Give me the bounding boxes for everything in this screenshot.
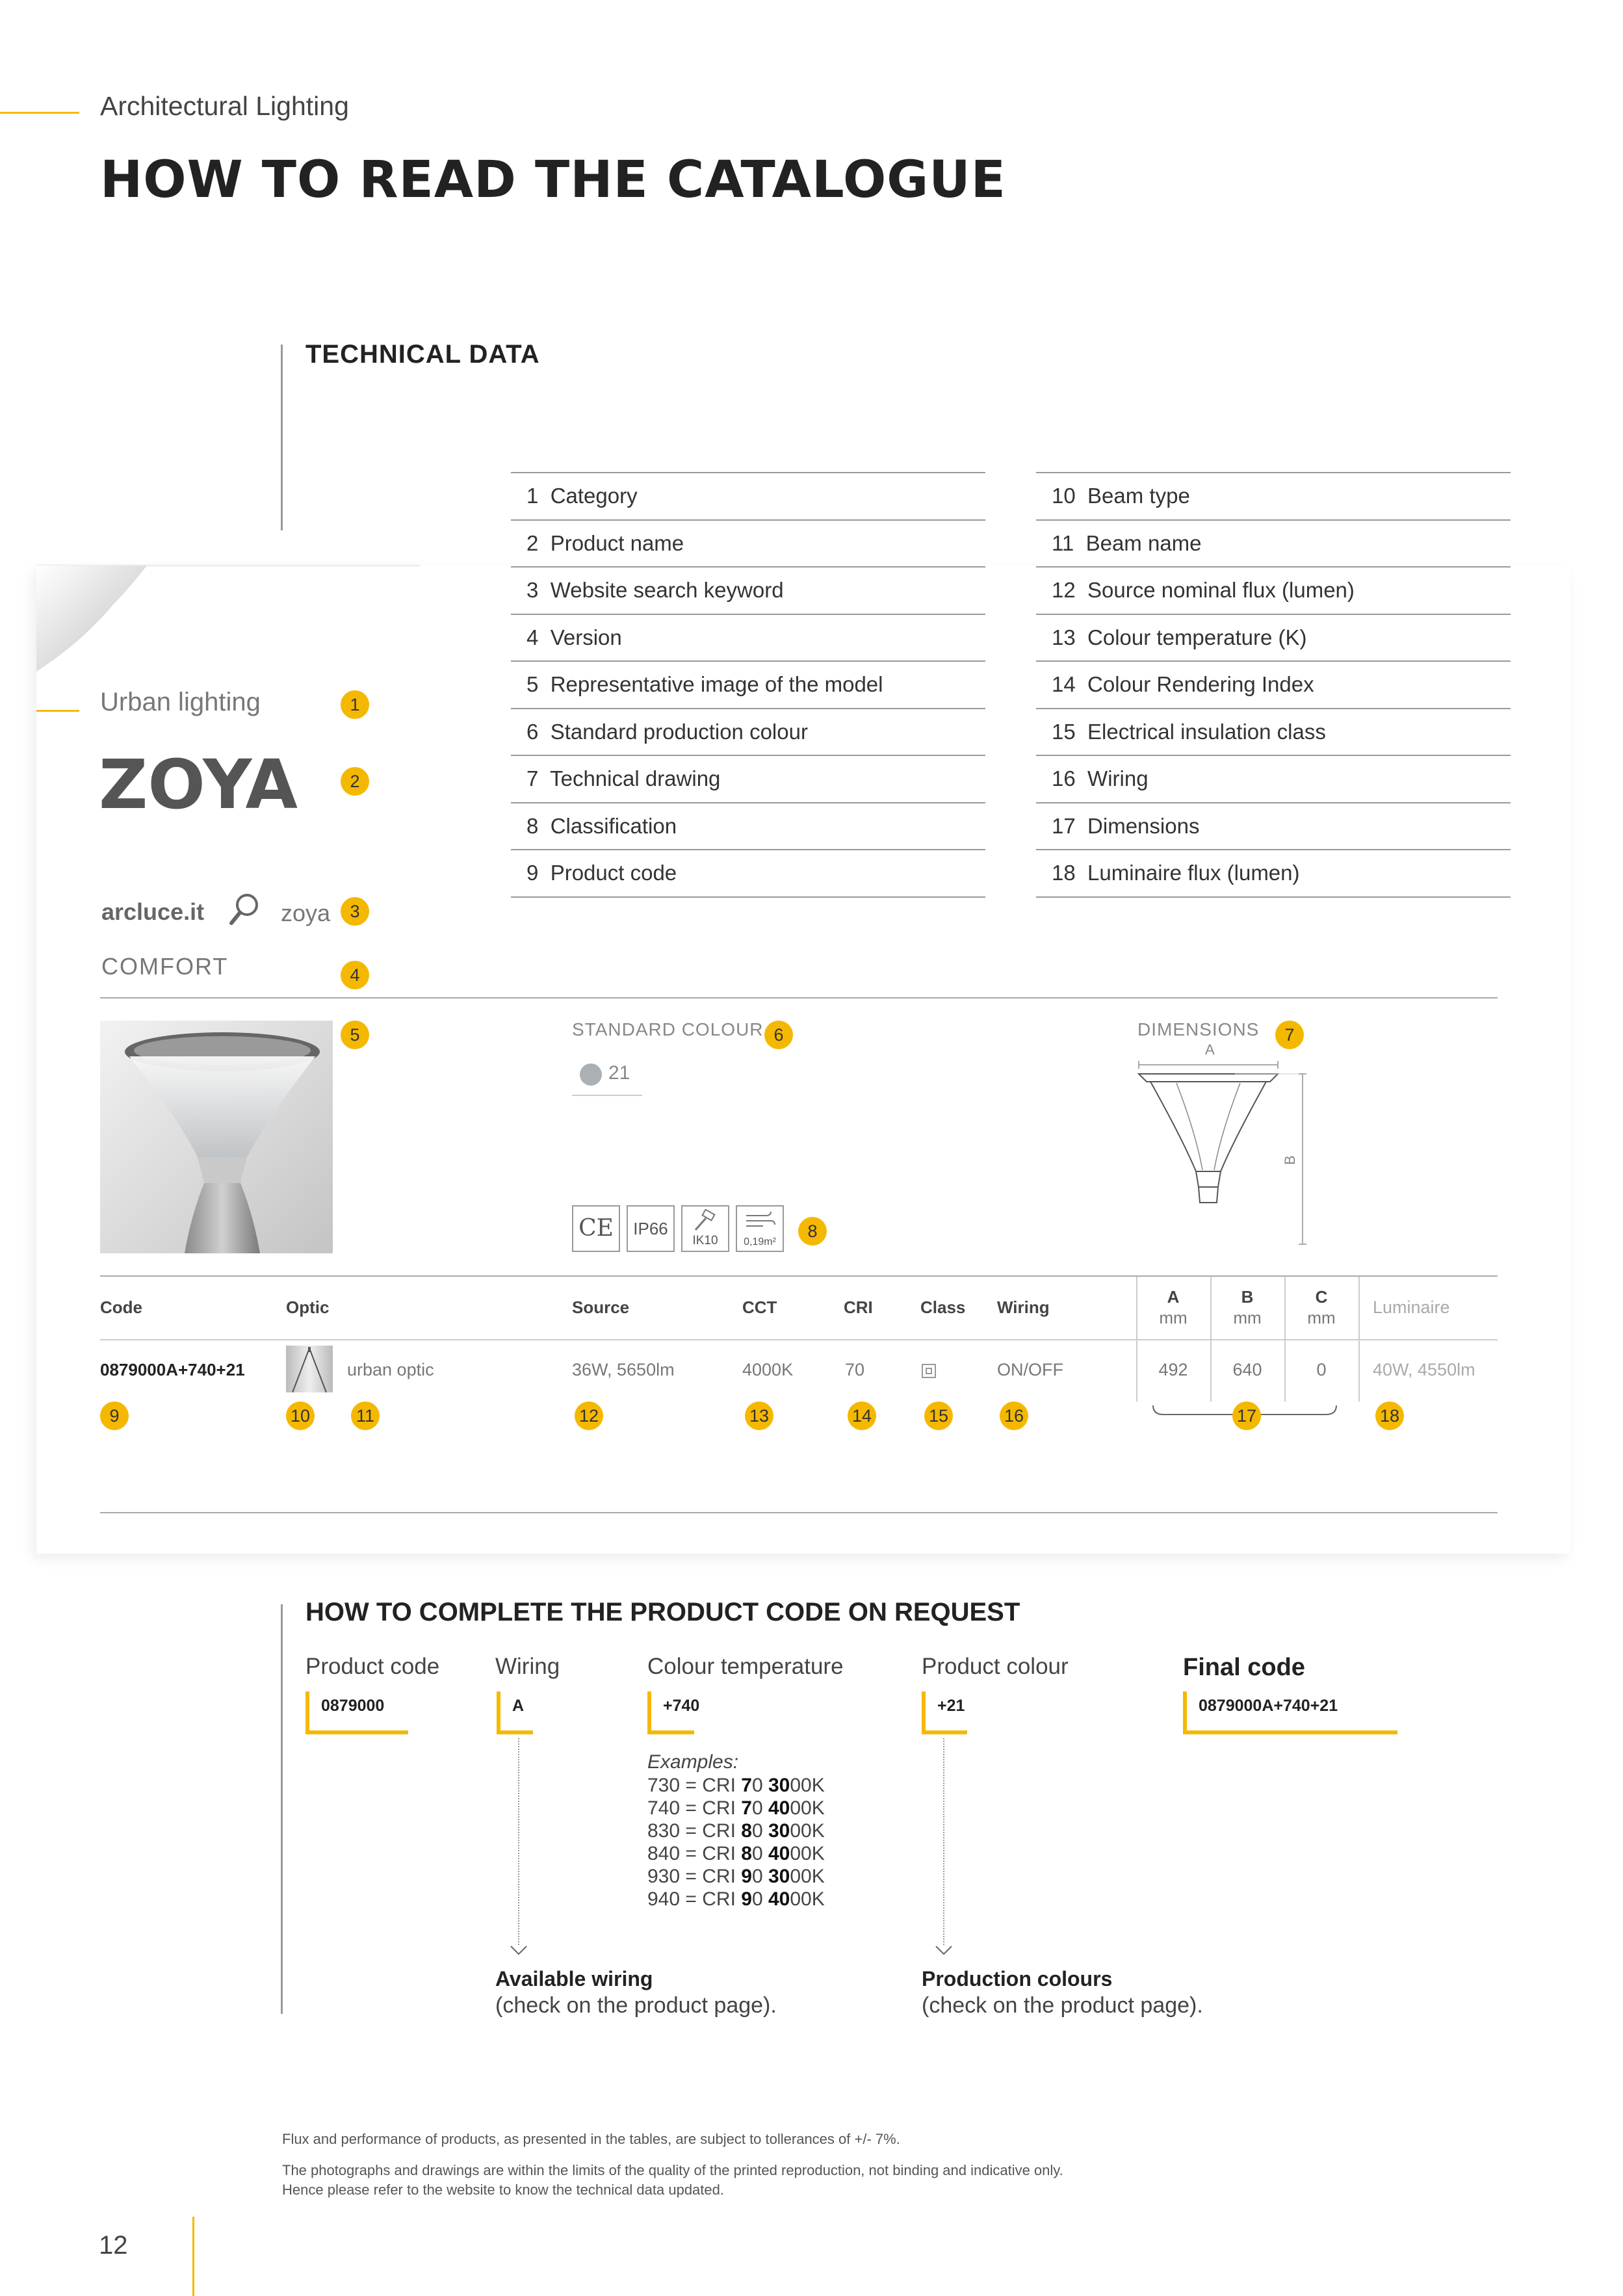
row-cri: 70 [845, 1360, 865, 1379]
example-cct-a: 40 [768, 1797, 790, 1819]
wiring-dotted-line [518, 1738, 519, 1945]
marker-16: 16 [1000, 1402, 1028, 1430]
colour-temperature-box: +740 [647, 1691, 694, 1734]
category-accent-line [36, 710, 79, 712]
example-code: 730 [647, 1775, 681, 1796]
wind-area-label: 0,19m² [744, 1236, 776, 1247]
col-header-class: Class [920, 1298, 966, 1317]
dimension-a-label: A [1205, 1043, 1215, 1058]
final-code-box: 0879000A+740+21 [1183, 1691, 1397, 1734]
example-prefix: = CRI [685, 1775, 736, 1796]
marker-11: 11 [351, 1402, 380, 1430]
example-cri-a: 9 [741, 1888, 752, 1910]
right-item: 17 Dimensions [1036, 802, 1511, 848]
example-cct-a: 30 [768, 1820, 790, 1842]
row-source: 36W, 5650lm [572, 1360, 675, 1379]
product-code-rule [281, 1604, 283, 2014]
product-colour-label: Product colour [922, 1654, 1069, 1679]
example-cct-b: 00K [790, 1866, 825, 1887]
product-code-box: 0879000 [305, 1691, 408, 1734]
hammer-icon [692, 1209, 720, 1233]
marker-8: 8 [798, 1217, 827, 1246]
page-title: HOW TO READ THE CATALOGUE [100, 151, 1006, 209]
marker-14: 14 [848, 1402, 876, 1430]
example-cct-a: 40 [768, 1888, 790, 1910]
table-header-rule [100, 1339, 1498, 1340]
wiring-arrow-icon [508, 1944, 529, 1957]
left-item: 9 Product code [511, 849, 985, 894]
product-name: ZOYA [99, 745, 298, 824]
beam-type-icon [286, 1346, 333, 1392]
example-row [647, 1797, 825, 1820]
section-label: Architectural Lighting [100, 91, 349, 121]
search-keyword: zoya [281, 900, 331, 926]
example-prefix: = CRI [685, 1797, 736, 1819]
dimensions-label: DIMENSIONS [1137, 1019, 1260, 1039]
table-top-rule [100, 1275, 1498, 1277]
example-cri-a: 9 [741, 1866, 752, 1887]
col-header-source: Source [572, 1298, 630, 1317]
left-item: 2 Product name [511, 519, 985, 565]
example-cri-b: 0 [751, 1797, 763, 1819]
col-header-cri: CRI [844, 1298, 873, 1317]
website-label: arcluce.it [101, 898, 205, 925]
row-code: 0879000A+740+21 [100, 1360, 245, 1379]
page-number: 12 [99, 2231, 128, 2260]
marker-9: 9 [100, 1402, 129, 1430]
col-header-cct: CCT [742, 1298, 777, 1317]
wind-badge [736, 1205, 784, 1252]
col-unit-b: mm [1233, 1308, 1262, 1327]
example-cri-b: 0 [751, 1888, 763, 1910]
version-divider [100, 997, 1498, 998]
marker-18: 18 [1375, 1402, 1404, 1430]
table-bottom-rule [100, 1512, 1498, 1513]
product-code-heading: HOW TO COMPLETE THE PRODUCT CODE ON REQUEST [305, 1598, 1020, 1626]
colour-divider [572, 1095, 642, 1096]
technical-drawing [1131, 1043, 1319, 1257]
search-icon [227, 892, 261, 928]
standard-colour-label: STANDARD COLOUR [572, 1019, 764, 1039]
example-cct-a: 30 [768, 1775, 790, 1796]
row-dim-b: 640 [1232, 1360, 1262, 1379]
col-unit-c: mm [1307, 1308, 1336, 1327]
example-cri-b: 0 [751, 1820, 763, 1842]
example-cri-b: 0 [751, 1775, 763, 1796]
colour-swatch [580, 1063, 602, 1086]
production-colours-title: Production colours [922, 1967, 1113, 1990]
wiring-code-box: A [497, 1691, 533, 1734]
marker-5: 5 [341, 1021, 369, 1049]
example-cri-b: 0 [751, 1866, 763, 1887]
example-row [647, 1843, 825, 1865]
marker-7: 7 [1275, 1021, 1304, 1049]
colour-arrow-icon [933, 1944, 954, 1957]
dim-col-divider-4 [1358, 1277, 1360, 1402]
production-colours-note: (check on the product page). [922, 1993, 1203, 2018]
row-wiring: ON/OFF [997, 1360, 1063, 1379]
version-label: COMFORT [101, 953, 229, 980]
example-cct-b: 00K [790, 1888, 825, 1910]
wiring-label: Wiring [495, 1654, 560, 1679]
example-cct-b: 00K [790, 1820, 825, 1842]
available-wiring-note: (check on the product page). [495, 1993, 777, 2018]
row-luminaire: 40W, 4550lm [1373, 1360, 1475, 1379]
right-item: 10 Beam type [1036, 472, 1511, 517]
example-row [647, 1866, 825, 1888]
example-cct-b: 00K [790, 1843, 825, 1864]
example-code: 940 [647, 1888, 681, 1910]
example-prefix: = CRI [685, 1888, 736, 1910]
example-prefix: = CRI [685, 1866, 736, 1887]
example-code: 930 [647, 1866, 681, 1887]
left-item: 4 Version [511, 614, 985, 659]
example-cct-b: 00K [790, 1797, 825, 1819]
example-row [647, 1888, 825, 1911]
example-cri-a: 8 [741, 1820, 752, 1842]
ik-label: IK10 [692, 1234, 718, 1247]
col-unit-a: mm [1159, 1308, 1188, 1327]
example-cri-a: 7 [741, 1775, 752, 1796]
technical-data-rule [281, 345, 283, 530]
technical-data-heading: TECHNICAL DATA [305, 340, 540, 369]
col-header-code: Code [100, 1298, 142, 1317]
row-dim-c: 0 [1316, 1360, 1327, 1379]
product-code-label: Product code [305, 1654, 440, 1679]
ik-badge [681, 1205, 729, 1252]
marker-3: 3 [341, 897, 369, 926]
left-item: 1 Category [511, 472, 985, 517]
left-item: 5 Representative image of the model [511, 660, 985, 706]
example-cct-a: 30 [768, 1866, 790, 1887]
marker-2: 2 [341, 767, 369, 796]
example-row [647, 1820, 825, 1842]
example-code: 840 [647, 1843, 681, 1864]
example-cct-b: 00K [790, 1775, 825, 1796]
example-cri-a: 7 [741, 1797, 752, 1819]
col-header-luminaire: Luminaire [1373, 1298, 1450, 1317]
col-header-a: A [1167, 1287, 1180, 1307]
header-accent-line [0, 112, 79, 114]
example-prefix: = CRI [685, 1843, 736, 1864]
class-ii-icon [922, 1364, 936, 1378]
category-label: Urban lighting [100, 688, 261, 716]
footer-note-photos: The photographs and drawings are within the limits of the quality of the printed reproduction, not binding and indicative only. [282, 2162, 1063, 2178]
footer-note-website: Hence please refer to the website to know the technical data updated. [282, 2182, 724, 2198]
final-code-label: Final code [1183, 1654, 1305, 1681]
col-header-optic: Optic [286, 1298, 330, 1317]
right-item: 14 Colour Rendering Index [1036, 660, 1511, 706]
right-item: 12 Source nominal flux (lumen) [1036, 566, 1511, 612]
wind-icon [745, 1210, 776, 1231]
example-prefix: = CRI [685, 1820, 736, 1842]
example-cri-a: 8 [741, 1843, 752, 1864]
row-cct: 4000K [742, 1360, 794, 1379]
right-item: 18 Luminaire flux (lumen) [1036, 849, 1511, 894]
ce-badge: CE [572, 1205, 620, 1252]
example-code: 830 [647, 1820, 681, 1842]
marker-10: 10 [286, 1402, 315, 1430]
colour-code: 21 [608, 1062, 630, 1084]
footer-note-tolerance: Flux and performance of products, as presented in the tables, are subject to tollerances of +/- 7%. [282, 2131, 900, 2147]
row-optic: urban optic [347, 1360, 434, 1379]
marker-15: 15 [924, 1402, 953, 1430]
colour-dotted-line [943, 1738, 944, 1945]
right-item: 13 Colour temperature (K) [1036, 614, 1511, 659]
product-image [100, 1021, 333, 1253]
product-colour-box: +21 [922, 1691, 967, 1734]
marker-17: 17 [1232, 1402, 1261, 1430]
example-code: 740 [647, 1797, 681, 1819]
available-wiring-title: Available wiring [495, 1967, 653, 1990]
right-item: 11 Beam name [1036, 519, 1511, 565]
marker-13: 13 [745, 1402, 773, 1430]
page-curl-icon [36, 564, 420, 675]
marker-12: 12 [575, 1402, 603, 1430]
left-item: 6 Standard production colour [511, 708, 985, 753]
example-cct-a: 40 [768, 1843, 790, 1864]
ip-badge: IP66 [627, 1205, 675, 1252]
right-item: 15 Electrical insulation class [1036, 708, 1511, 753]
left-item: 8 Classification [511, 802, 985, 848]
right-item: 16 Wiring [1036, 755, 1511, 800]
col-header-wiring: Wiring [997, 1298, 1050, 1317]
marker-4: 4 [341, 961, 369, 989]
left-item: 7 Technical drawing [511, 755, 985, 800]
left-item: 3 Website search keyword [511, 566, 985, 612]
col-header-b: B [1241, 1287, 1254, 1307]
examples-label: Examples: [647, 1751, 739, 1773]
example-cri-b: 0 [751, 1843, 763, 1864]
dimension-b-label: B [1282, 1155, 1298, 1165]
example-row [647, 1775, 825, 1797]
marker-6: 6 [764, 1021, 793, 1049]
colour-temperature-label: Colour temperature [647, 1654, 844, 1679]
page-number-accent [192, 2217, 194, 2296]
marker-1: 1 [341, 690, 369, 719]
col-header-c: C [1315, 1287, 1328, 1307]
row-dim-a: 492 [1158, 1360, 1188, 1379]
